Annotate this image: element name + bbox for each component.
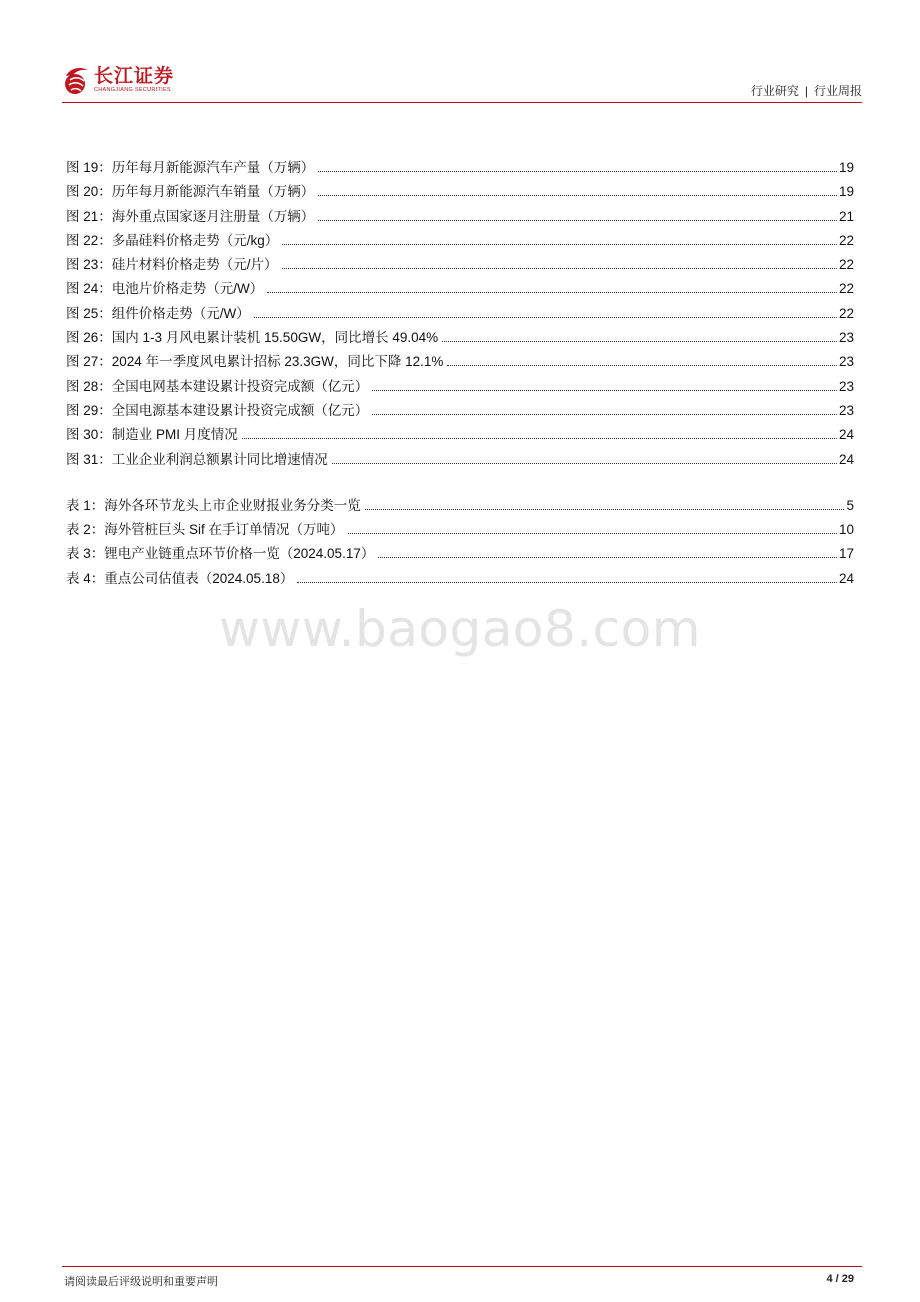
toc-title: 海外各环节龙头上市企业财报业务分类一览 [104,497,361,513]
page-footer [62,1266,862,1288]
toc-page-number: 23 [838,330,854,346]
toc-title: 历年每月新能源汽车产量（万辆） [111,160,315,175]
toc-title: 电池片价格走势（元/W） [111,281,264,297]
toc-figure-22[interactable] [66,232,854,256]
toc-figure-24[interactable] [66,280,854,304]
breadcrumb-weekly-report: 行业周报 [813,84,862,98]
toc-leader-dots [365,509,845,510]
toc-title: 全国电源基本建设累计投资完成额（亿元） [111,402,369,418]
toc-page-number: 22 [838,281,854,297]
toc-page-number: 22 [838,257,854,273]
toc-label: 表 4： [66,570,105,586]
toc-label: 图 27： [66,354,112,370]
toc-title: 2024 年一季度风电累计招标 23.3GW，同比下降 12.1% [111,354,444,370]
toc-leader-dots [254,317,837,318]
toc-title: 海外管桩巨头 Sif 在手订单情况（万吨） [104,522,344,538]
toc-page-number: 24 [838,451,854,467]
toc-title: 硅片材料价格走势（元/片） [111,257,278,273]
toc-title: 制造业 PMI 月度情况 [111,427,238,443]
toc-label: 表 1： [66,497,105,513]
toc-title: 锂电产业链重点环节价格一览（2024.05.17） [104,546,375,562]
toc-leader-dots [267,292,837,293]
toc-title: 重点公司估值表（2024.05.18） [104,570,294,586]
toc-page-number: 21 [838,208,854,224]
breadcrumb [751,82,862,99]
toc-figure-20[interactable] [66,183,854,207]
toc-title: 国内 1-3 月风电累计装机 15.50GW，同比增长 49.04% [111,330,439,346]
company-logo [62,64,174,96]
watermark: www.baogao8.com [219,600,701,658]
toc-figure-29[interactable] [66,402,854,426]
toc-leader-dots [282,268,837,269]
toc-page-number: 19 [838,160,854,175]
toc-leader-dots [242,438,837,439]
toc-label: 表 2： [66,522,105,538]
breadcrumb-separator: | [804,84,808,98]
toc-leader-dots [282,244,837,245]
toc-label: 表 3： [66,546,105,562]
toc-page-number: 5 [846,497,854,513]
toc-title: 组件价格走势（元/W） [111,305,250,321]
page-header [62,62,862,103]
toc-label: 图 30： [66,427,112,443]
toc-page-number: 22 [838,232,854,248]
toc-page-number: 23 [838,354,854,370]
toc-label: 图 20： [66,184,112,200]
toc-leader-dots [318,171,837,172]
toc-label: 图 21： [66,208,112,224]
toc-list [66,159,854,594]
toc-label: 图 22： [66,232,112,248]
toc-table-2[interactable] [66,521,854,545]
toc-figure-30[interactable] [66,426,854,450]
toc-title: 海外重点国家逐月注册量（万辆） [111,208,315,224]
toc-page-number: 19 [838,184,854,200]
footer-disclaimer: 请阅读最后评级说明和重要声明 [64,1276,218,1288]
toc-page-number: 23 [838,378,854,394]
toc-label: 图 19： [66,160,112,175]
toc-figure-19[interactable] [66,159,854,183]
toc-page-number: 10 [838,522,854,538]
toc-figure-28[interactable] [66,378,854,402]
toc-figure-25[interactable] [66,305,854,329]
toc-title: 工业企业利润总额累计同比增速情况 [111,451,328,467]
toc-leader-dots [318,220,837,221]
toc-title: 全国电网基本建设累计投资完成额（亿元） [111,378,369,394]
toc-label: 图 25： [66,305,112,321]
dragon-logo-icon [62,64,92,96]
page-indicator: 4 / 29 [826,1273,854,1285]
toc-figure-21[interactable] [66,208,854,232]
toc-section-gap [66,475,854,497]
toc-label: 图 24： [66,281,112,297]
toc-leader-dots [372,414,837,415]
toc-page-number: 23 [838,402,854,418]
toc-page-number: 24 [838,570,854,586]
toc-figure-31[interactable] [66,451,854,475]
toc-leader-dots [297,582,837,583]
toc-leader-dots [447,365,837,366]
toc-figure-23[interactable] [66,256,854,280]
toc-leader-dots [442,341,837,342]
toc-leader-dots [372,390,837,391]
toc-table-4[interactable] [66,570,854,594]
toc-label: 图 31： [66,451,112,467]
logo-name-cn: 长江证券 [94,65,175,87]
toc-label: 图 28： [66,378,112,394]
toc-leader-dots [378,557,837,558]
toc-title: 多晶硅料价格走势（元/kg） [111,232,279,248]
toc-title: 历年每月新能源汽车销量（万辆） [111,184,315,200]
toc-figure-27[interactable] [66,353,854,377]
toc-page-number: 17 [838,546,854,562]
breadcrumb-industry-research: 行业研究 [750,84,799,98]
toc-figure-26[interactable] [66,329,854,353]
toc-table-3[interactable] [66,545,854,569]
toc-leader-dots [348,533,837,534]
toc-leader-dots [332,463,837,464]
toc-label: 图 26： [66,330,112,346]
toc-page-number: 22 [838,305,854,321]
toc-leader-dots [318,195,837,196]
toc-page-number: 24 [838,427,854,443]
toc-label: 图 23： [66,257,112,273]
logo-name-en: CHANGJIANG SECURITIES [94,87,171,93]
toc-table-1[interactable] [66,497,854,521]
toc-label: 图 29： [66,402,112,418]
